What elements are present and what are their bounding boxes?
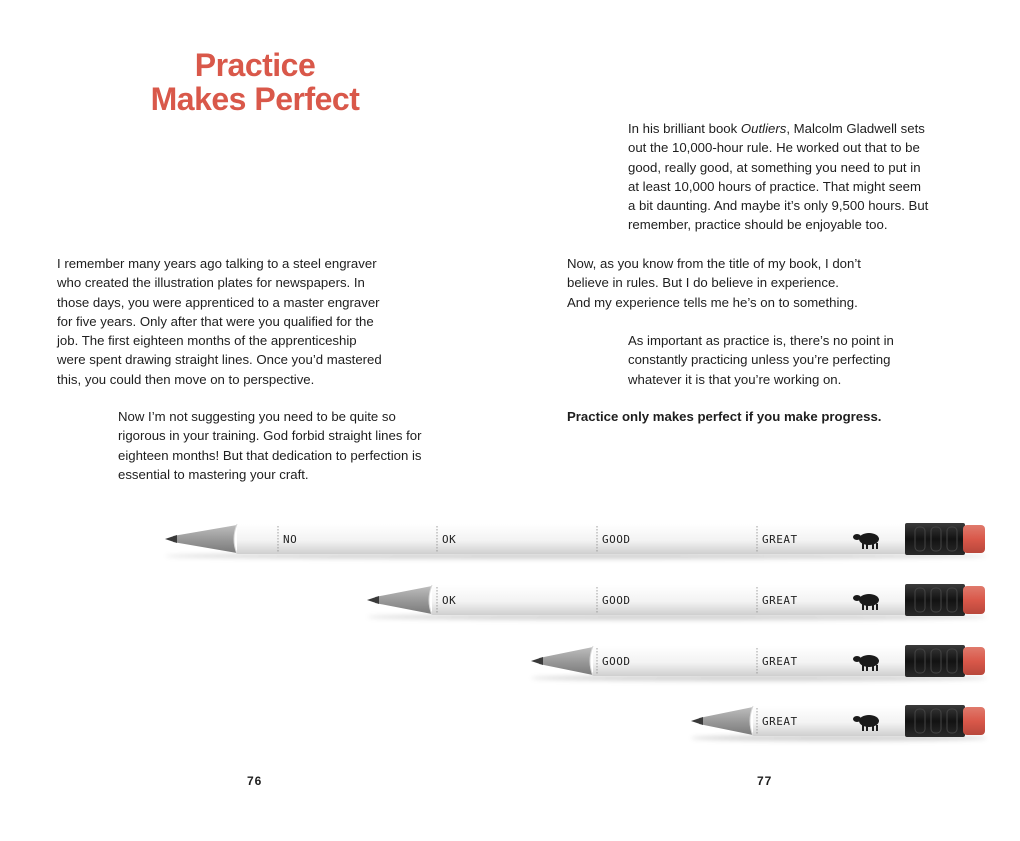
pencil-label: GREAT — [762, 594, 798, 607]
page-number-right: 77 — [757, 774, 773, 788]
pencil-label: OK — [442, 533, 457, 546]
right-paragraph-3: As important as practice is, there’s no point in constantly practicing unless you’re perfecting whatever it is that you’re working on. — [628, 333, 894, 387]
pencil-label: NO — [283, 533, 298, 546]
pencil-wood-cone — [539, 647, 593, 675]
pencil-label: GOOD — [602, 655, 631, 668]
book-title-outliers: Outliers — [740, 121, 787, 136]
pencil-body — [237, 524, 905, 554]
pencil-eraser — [963, 707, 985, 735]
bold-statement: Practice only makes perfect if you make progress. — [567, 409, 882, 424]
pencil-wood-cone — [375, 586, 432, 614]
pencil-eraser — [963, 647, 985, 675]
pencil-wood-cone — [173, 525, 237, 553]
left-paragraph-2: Now I’m not suggesting you need to be quite so rigorous in your training. God forbid straight lines for eighteen months! But that dedication to perfection is essential to mastering your craft. — [118, 409, 422, 482]
pencil-graphite-tip — [531, 657, 543, 665]
pencil-wood-cone — [699, 707, 753, 735]
pencil-body — [432, 585, 905, 615]
pencil-label: GOOD — [602, 533, 631, 546]
pencil-4 — [691, 705, 987, 741]
right-paragraph-2: Now, as you know from the title of my book, I don’t believe in rules. But I do believe in experience. And my experience tells me he’s on to something. — [567, 256, 861, 310]
pencil-label: GREAT — [762, 655, 798, 668]
page-number-left: 76 — [247, 774, 263, 788]
pencil-graphite-tip — [367, 596, 379, 604]
pencil-graphite-tip — [691, 717, 703, 725]
pencil-2 — [367, 584, 987, 620]
right-paragraph-1: In his brilliant book Outliers, Malcolm Gladwell sets out the 10,000-hour rule. He worked out that to be good, really good, at something you need to put in at least 10,000 hours of practice. That might seem a bit daunting. And maybe it’s only 9,500 hours. But remember, practice should be enjoyable too. — [628, 121, 929, 233]
pencil-label: GREAT — [762, 533, 798, 546]
pencil-1 — [165, 523, 987, 559]
title-line-1: Practice — [194, 47, 316, 83]
left-paragraph-1: I remember many years ago talking to a steel engraver who created the illustration plates for newspapers. In those days, you were apprenticed to a master engraver for five years. Only after that were you qualified for the job. The first eighteen months of the apprenticeship were spent drawing straight lines. Once you’d mastered this, you could then move on to perspective. — [57, 256, 382, 387]
pencil-label: OK — [442, 594, 457, 607]
pencil-graphite-tip — [165, 535, 177, 543]
pencil-label: GOOD — [602, 594, 631, 607]
pencil-eraser — [963, 525, 985, 553]
pencil-label: GREAT — [762, 715, 798, 728]
title-line-2: Makes Perfect — [150, 81, 360, 117]
pencil-3 — [531, 645, 987, 681]
pencil-eraser — [963, 586, 985, 614]
